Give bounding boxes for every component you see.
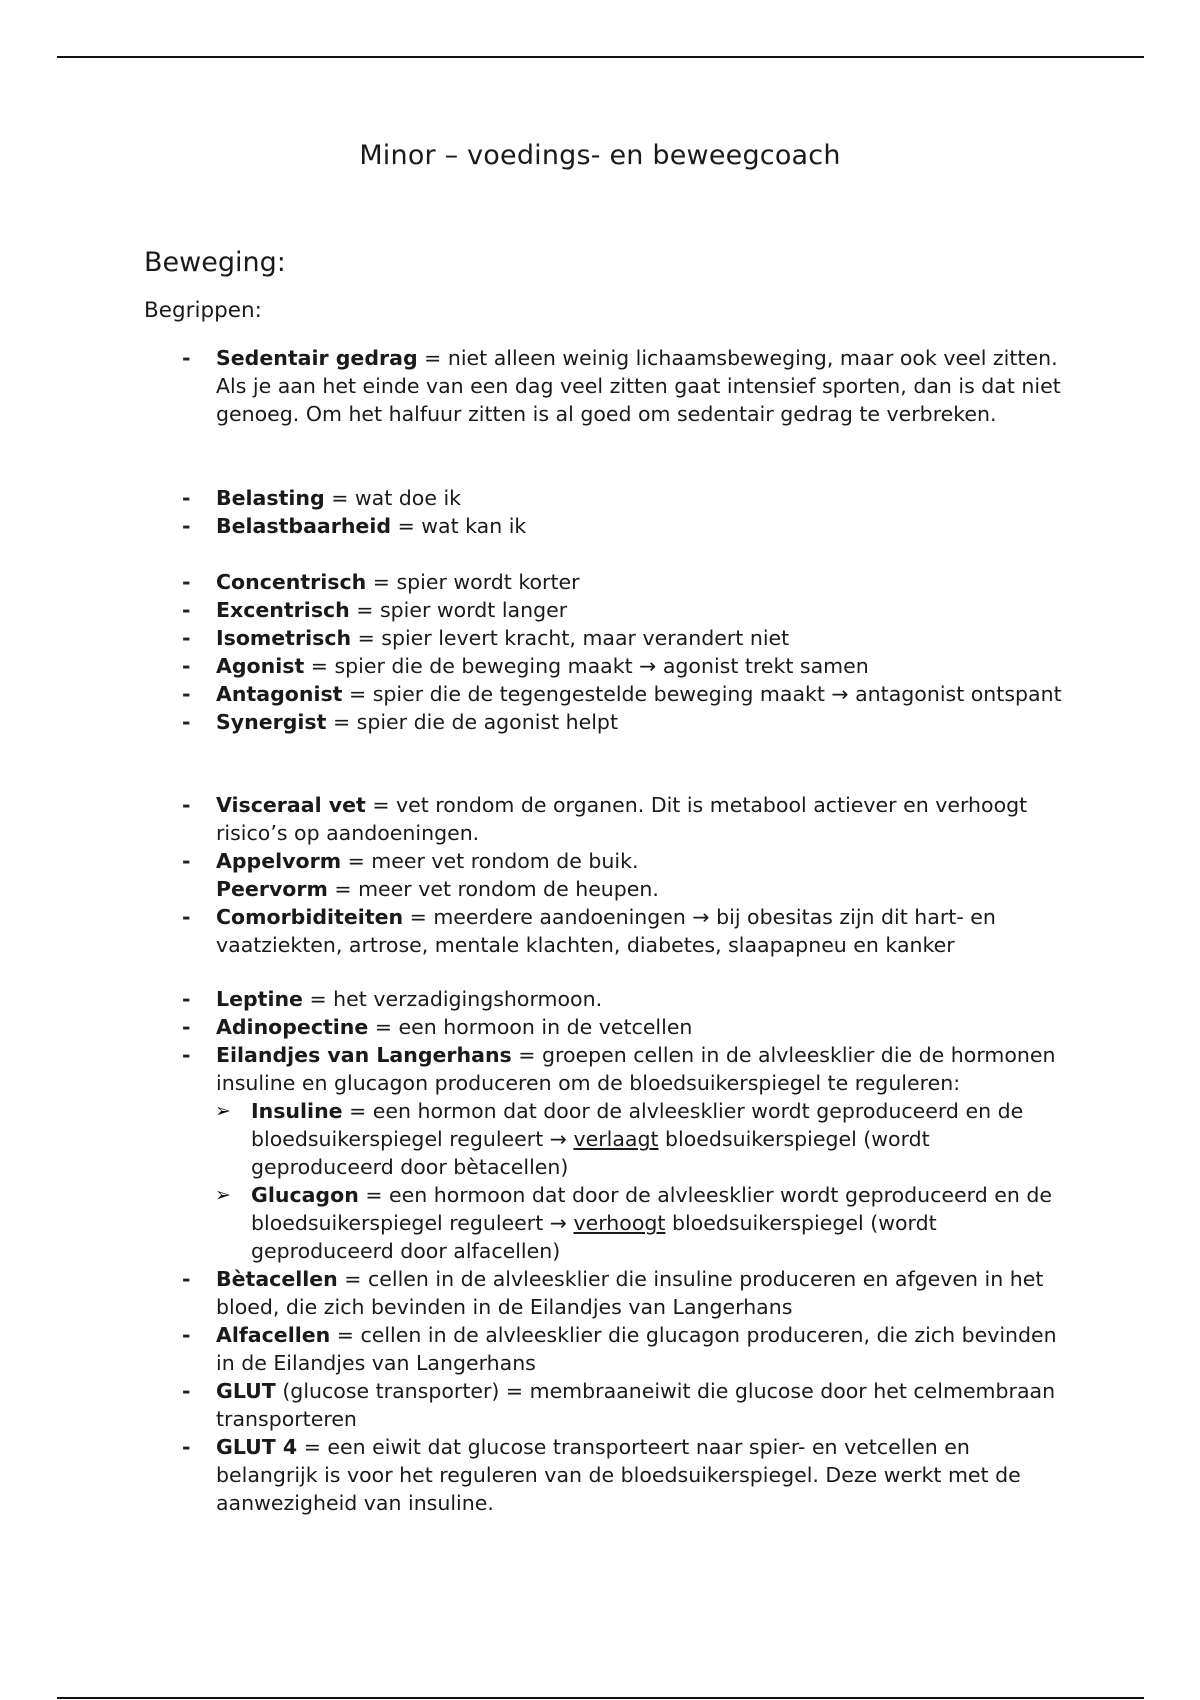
definition-continued: bloedsuikerspiegel (wordt geproduceerd door bètacellen) bbox=[251, 1127, 930, 1179]
definition: = cellen in de alvleesklier die insuline produceren en afgeven in het bloed, die zich bevinden in de Eilandjes van Langerhans bbox=[216, 1267, 1044, 1319]
term: GLUT bbox=[216, 1379, 276, 1403]
definition: = een hormoon in de vetcellen bbox=[368, 1015, 693, 1039]
definition-group-1 bbox=[216, 344, 1066, 428]
definition-group-4 bbox=[216, 791, 1066, 959]
definition: = spier wordt langer bbox=[349, 598, 568, 622]
definition: = meer vet rondom de heupen. bbox=[327, 877, 659, 901]
term: Appelvorm bbox=[216, 849, 342, 873]
page-title: Minor – voedings- en beweegcoach bbox=[359, 140, 841, 171]
list-item bbox=[216, 344, 1066, 428]
list-item bbox=[216, 1013, 1066, 1041]
list-item bbox=[216, 1265, 1066, 1321]
definition: (glucose transporter) = membraaneiwit die glucose door het celmembraan transporteren bbox=[216, 1379, 1056, 1431]
definition: = wat doe ik bbox=[324, 486, 462, 510]
term: Adinopectine bbox=[216, 1015, 369, 1039]
definition-group-3 bbox=[216, 568, 1066, 736]
definition: = cellen in de alvleesklier die glucagon produceren, die zich bevinden in de Eilandjes van Langerhans bbox=[216, 1323, 1057, 1375]
list-item bbox=[216, 652, 1066, 680]
term: Isometrisch bbox=[216, 626, 352, 650]
term: Belasting bbox=[216, 486, 325, 510]
list-item bbox=[216, 1433, 1066, 1517]
list-item bbox=[216, 903, 1066, 959]
term: Concentrisch bbox=[216, 570, 367, 594]
section-title: Beweging: bbox=[144, 247, 286, 278]
sub-list-item bbox=[215, 1181, 1066, 1265]
term: Agonist bbox=[216, 654, 305, 678]
term: Belastbaarheid bbox=[216, 514, 392, 538]
underlined-word: verlaagt bbox=[573, 1127, 659, 1151]
term: Peervorm bbox=[216, 877, 328, 901]
definition: = groepen cellen in de alvleesklier die de hormonen insuline en glucagon produceren om de bloedsuikerspiegel te reguleren: bbox=[216, 1043, 1056, 1095]
sublist bbox=[215, 1097, 1066, 1265]
list-item bbox=[216, 985, 1066, 1013]
top-rule bbox=[57, 56, 1144, 58]
definition: = een hormoon dat door de alvleesklier wordt geproduceerd en de bloedsuikerspiegel reguleert → bbox=[251, 1183, 1052, 1235]
list-item bbox=[216, 708, 1066, 736]
definition: = niet alleen weinig lichaamsbeweging, maar ook veel zitten. Als je aan het einde van een dag veel zitten gaat intensief sporten, dan is dat niet genoeg. Om het halfuur zitten is al goed om sedentair gedrag te verbreken. bbox=[216, 346, 1061, 426]
definition: = een eiwit dat glucose transporteert naar spier- en vetcellen en belangrijk is voor het reguleren van de bloedsuikerspiegel. Deze werkt met de aanwezigheid van insuline. bbox=[216, 1435, 1021, 1515]
definition: = meer vet rondom de buik. bbox=[341, 849, 639, 873]
definition: = het verzadigingshormoon. bbox=[302, 987, 603, 1011]
sub-list-item bbox=[215, 1097, 1066, 1181]
list-item bbox=[216, 624, 1066, 652]
definition: = een hormon dat door de alvleesklier wordt geproduceerd en de bloedsuikerspiegel reguleert → bbox=[251, 1099, 1024, 1151]
definition: = wat kan ik bbox=[391, 514, 527, 538]
bottom-rule bbox=[57, 1697, 1144, 1699]
list-item bbox=[216, 791, 1066, 847]
term: Visceraal vet bbox=[216, 793, 366, 817]
list-item bbox=[216, 1321, 1066, 1377]
definition: = spier wordt korter bbox=[366, 570, 580, 594]
term: Sedentair gedrag bbox=[216, 346, 418, 370]
subheading: Begrippen: bbox=[144, 298, 262, 323]
list-item bbox=[216, 484, 1066, 512]
definition: = meerdere aandoeningen → bij obesitas zijn dit hart- en vaatziekten, artrose, mentale klachten, diabetes, slaapapneu en kanker bbox=[216, 905, 996, 957]
definition: = spier levert kracht, maar verandert niet bbox=[351, 626, 790, 650]
term: Alfacellen bbox=[216, 1323, 331, 1347]
term: Insuline bbox=[251, 1099, 343, 1123]
list-item bbox=[216, 847, 1066, 875]
definition: = spier die de agonist helpt bbox=[326, 710, 618, 734]
term: Comorbiditeiten bbox=[216, 905, 404, 929]
term: Eilandjes van Langerhans bbox=[216, 1043, 512, 1067]
list-item bbox=[216, 1377, 1066, 1433]
list-item bbox=[216, 568, 1066, 596]
term: Bètacellen bbox=[216, 1267, 338, 1291]
term: Antagonist bbox=[216, 682, 343, 706]
list-item bbox=[216, 680, 1066, 708]
term: Glucagon bbox=[251, 1183, 359, 1207]
term: Leptine bbox=[216, 987, 303, 1011]
term: GLUT 4 bbox=[216, 1435, 298, 1459]
underlined-word: verhoogt bbox=[573, 1211, 666, 1235]
definition-group-5 bbox=[216, 985, 1066, 1517]
list-item bbox=[216, 512, 1066, 540]
arrowhead-bullet-icon: ➢ bbox=[215, 1100, 231, 1122]
list-item bbox=[216, 596, 1066, 624]
list-item-continuation bbox=[216, 875, 1066, 903]
definition: = vet rondom de organen. Dit is metabool actiever en verhoogt risico’s op aandoeningen. bbox=[216, 793, 1028, 845]
definition-group-2 bbox=[216, 484, 1066, 540]
list-item bbox=[216, 1041, 1066, 1097]
definition: = spier die de tegengestelde beweging maakt → antagonist ontspant bbox=[342, 682, 1062, 706]
definition-continued: bloedsuikerspiegel (wordt geproduceerd door alfacellen) bbox=[251, 1211, 937, 1263]
definition: = spier die de beweging maakt → agonist trekt samen bbox=[304, 654, 869, 678]
term: Synergist bbox=[216, 710, 327, 734]
arrowhead-bullet-icon: ➢ bbox=[215, 1184, 231, 1206]
term: Excentrisch bbox=[216, 598, 350, 622]
